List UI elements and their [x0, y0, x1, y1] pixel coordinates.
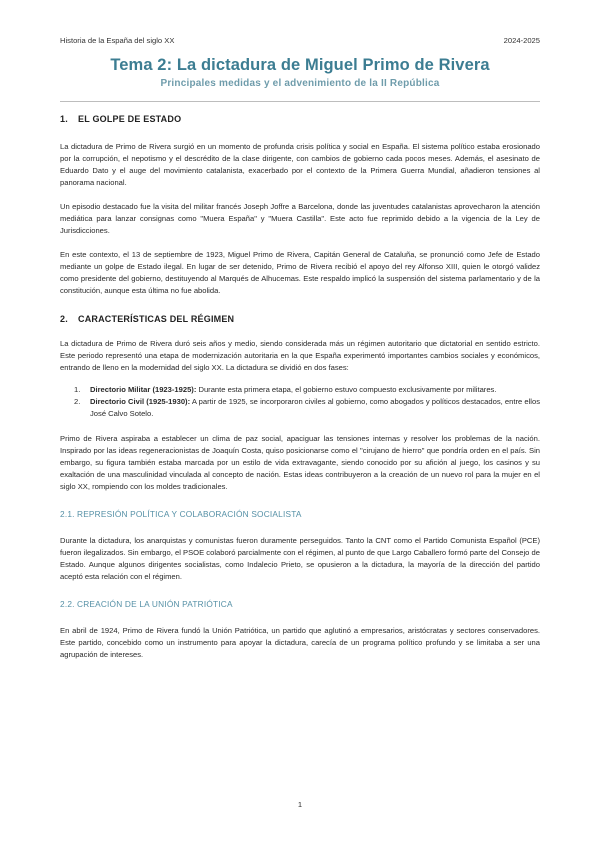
section-number: 1. — [60, 114, 68, 124]
list-text: Durante esta primera etapa, el gobierno estuvo compuesto exclusivamente por militares. — [196, 385, 497, 394]
list-term: Directorio Militar (1923-1925): — [90, 385, 197, 394]
phases-list — [60, 384, 540, 420]
page-title: Tema 2: La dictadura de Miguel Primo de Rivera — [110, 56, 490, 74]
paragraph: Un episodio destacado fue la visita del militar francés Joseph Joffre a Barcelona, donde las juventudes catalanistas aprovecharon la atención mediática para lanzar consignas como "Muera España" y "Muera Castilla". Este acto fue reprimido debido a la vigencia de la Ley de Jurisdicciones. — [60, 202, 540, 235]
subsection-heading-union-patriotica — [60, 599, 540, 609]
list-item — [60, 396, 540, 420]
list-item — [60, 384, 540, 396]
paragraph: En abril de 1924, Primo de Rivera fundó la Unión Patriótica, un partido que aglutinó a empresarios, aristócratas y sectores conservadores. Este partido, concebido como un instrumento para apoyar la dictadura, carecía de un programa político profundo y se limitaba a ser una agrupación de intereses. — [60, 626, 540, 659]
subsection-number: 2.2. — [60, 599, 75, 609]
section-heading-caracteristicas — [60, 314, 540, 324]
page-number: 1 — [297, 800, 303, 809]
subsection-heading-represion — [60, 509, 540, 519]
page-subtitle: Principales medidas y el advenimiento de la II República — [160, 78, 440, 89]
section-heading-golpe — [60, 114, 540, 124]
paragraph: Durante la dictadura, los anarquistas y comunistas fueron duramente perseguidos. Tanto la CNT como el Partido Comunista Español (PCE) fueron ilegalizados. Sin embargo, el PSOE colaboró parcialmente con el régimen, al punto de que Largo Caballero formó parte del Consejo de Estado. Aunque algunos dirigentes socialistas, como Indalecio Prieto, se opusieron a la dictadura, la mayoría de la dirección del partido aceptó esta relación con el régimen. — [60, 536, 540, 581]
section-title: EL GOLPE DE ESTADO — [78, 114, 182, 124]
subsection-title: CREACIÓN DE LA UNIÓN PATRIÓTICA — [77, 599, 233, 609]
paragraph: En este contexto, el 13 de septiembre de 1923, Miguel Primo de Rivera, Capitán General de Cataluña, se pronunció como Jefe de Estado mediante un golpe de Estado ilegal. En lugar de ser detenido, Primo de Rivera recibió el apoyo del rey Alfonso XIII, quien le otorgó validez como presidente del gobierno, destituyendo al Marqués de Alhucemas. Este respaldo implicó la suspensión del sistema parlamentario y de la constitución, aunque esta última no fue abolida. — [60, 250, 540, 295]
subsection-title: REPRESIÓN POLÍTICA Y COLABORACIÓN SOCIALISTA — [77, 509, 302, 519]
paragraph: La dictadura de Primo de Rivera duró seis años y medio, siendo considerada más un régimen autoritario que dictatorial en sentido estricto. Este periodo representó una etapa de modernización autoritaria en la que España experimentó importantes cambios sociales y económicos, entrando de lleno en la modernidad del siglo XX. La dictadura se dividió en dos fases: — [60, 339, 540, 372]
list-number: 2. — [74, 397, 81, 406]
section-number: 2. — [60, 314, 68, 324]
list-text: A partir de 1925, se incorporaron civiles al gobierno, como abogados y políticos destacados, entre ellos José Calvo Sotelo. — [90, 397, 540, 418]
subsection-number: 2.1. — [60, 509, 75, 519]
list-term: Directorio Civil (1925-1930): — [90, 397, 191, 406]
header-course: Historia de la España del siglo XX — [60, 36, 175, 45]
paragraph: Primo de Rivera aspiraba a establecer un clima de paz social, apaciguar las tensiones internas y resolver los problemas de la nación. Inspirado por las ideas regeneracionistas de Joaquín Costa, quiso posicionarse como el "cirujano de hierro" que pondría orden en el país. Sin embargo, su figura también estaba marcada por un estilo de vida extravagante, siendo conocido por su afición al juego, los casinos y su exaltación de una masculinidad vinculada al concepto de nación. Estas ideas contribuyeron a la creación de un nuevo rol para la mujer en el siglo XX, rompiendo con los moldes tradicionales. — [60, 434, 540, 491]
list-number: 1. — [74, 385, 81, 394]
document-body — [60, 114, 540, 661]
header-year: 2024-2025 — [503, 36, 540, 45]
section-title: CARACTERÍSTICAS DEL RÉGIMEN — [78, 314, 235, 324]
title-divider — [60, 101, 540, 102]
paragraph: La dictadura de Primo de Rivera surgió en un momento de profunda crisis política y social en España. El sistema político estaba erosionado por la corrupción, el nepotismo y el descrédito de la clase dirigente, con cambios de gobierno cada pocos meses. Además, el asesinato de Eduardo Dato y el auge del movimiento catalanista, exacerbado por el contexto de la Primera Guerra Mundial, añadieron tensiones al panorama nacional. — [60, 142, 540, 187]
